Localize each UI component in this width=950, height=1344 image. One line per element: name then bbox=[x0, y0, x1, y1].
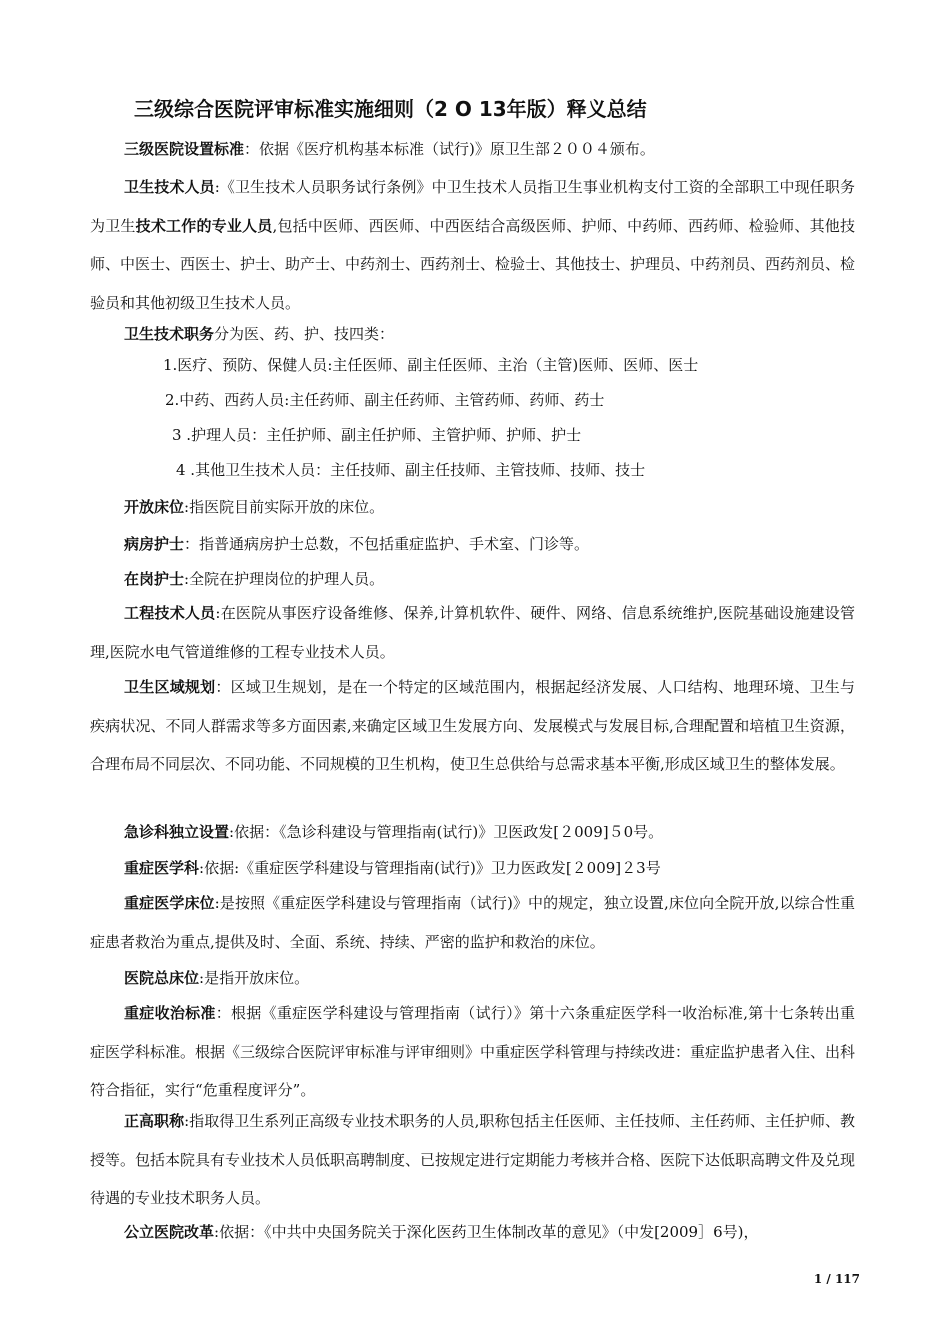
term-label: 医院总床位 bbox=[124, 969, 200, 987]
definition-text: :依据:《重症医学科建设与管理指南(试行)》卫力医政发[２009]２3号 bbox=[199, 859, 661, 877]
definition-text: :《卫生技术人员职务试行条例》中卫生技术人员指卫生事业机构支付工资的全部职工中现任职务为卫生 bbox=[90, 178, 855, 235]
list-item: 4 .其他卫生技术人员：主任技师、副主任技师、主管技师、技师、技士 bbox=[176, 461, 646, 479]
paragraph-critical-care-beds bbox=[90, 884, 855, 961]
term-label: 重症医学科 bbox=[124, 859, 200, 877]
definition-text: ：区域卫生规划，是在一个特定的区域范围内，根据起经济发展、人口结构、地理环境、卫生与疾病状况、不同人群需求等多方面因素,来确定区域卫生发展方向、发展模式与发展目标,合理配置和培植卫生资源，合理布局不同层次、不同功能、不同规模的卫生机构，使卫生总供给与总需求基本平衡,形成区域卫生的整体发展。 bbox=[90, 678, 855, 773]
definition-text: :依据：《急诊科建设与管理指南(试行)》卫医政发[２009]５0号。 bbox=[229, 823, 664, 841]
term-label: 正高职称 bbox=[124, 1112, 185, 1130]
term-label: 病房护士 bbox=[124, 535, 185, 553]
paragraph-on-duty-nurses bbox=[90, 560, 855, 599]
paragraph-open-beds bbox=[90, 488, 855, 527]
paragraph-total-beds bbox=[90, 959, 855, 998]
list-item: 1.医疗、预防、保健人员:主任医师、副主任医师、主治（主管)医师、医师、医士 bbox=[163, 356, 699, 374]
paragraph-tech-positions bbox=[90, 315, 855, 354]
definition-text: ：指普通病房护士总数，不包括重症监护、手术室、门诊等。 bbox=[184, 535, 590, 553]
paragraph-engineering-staff bbox=[90, 594, 855, 671]
definition-text: :全院在护理岗位的护理人员。 bbox=[184, 570, 385, 588]
term-label: 卫生区域规划 bbox=[124, 678, 216, 696]
paragraph-senior-titles bbox=[90, 1102, 855, 1218]
definition-text: :是指开放床位。 bbox=[199, 969, 310, 987]
definition-text: :指取得卫生系列正高级专业技术职务的人员,职称包括主任医师、主任技师、主任药师、主任护师、教授等。包括本院具有专业技术人员低职高聘制度、已按规定进行定期能力考核并合格、医院下达低职高聘文件及兑现待遇的专业技术职务人员。 bbox=[90, 1112, 856, 1207]
term-label: 卫生技术职务 bbox=[124, 325, 215, 343]
definition-text: :在医院从事医疗设备维修、保养,计算机软件、硬件、网络、信息系统维护,医院基础设施建设管理,医院水电气管道维修的工程专业技术人员。 bbox=[90, 604, 855, 661]
definition-text: ,包括中医师、西医师、中西医结合高级医师、护师、中药师、西药师、检验师、其他技师、中医士、西医士、护士、助产士、中药剂士、西药剂士、检验士、其他技士、护理员、中药剂员、西药剂员、检验员和其他初级卫生技术人员。 bbox=[90, 216, 856, 312]
paragraph-emergency-dept bbox=[90, 813, 855, 852]
term-label: 重症收治标准 bbox=[124, 1004, 216, 1022]
list-item: 3 .护理人员：主任护师、副主任护师、主管护师、护师、护士 bbox=[172, 426, 582, 444]
paragraph-critical-care-dept bbox=[90, 849, 855, 888]
term-label: 卫生技术人员 bbox=[124, 178, 215, 196]
definition-text: 分为医、药、护、技四类： bbox=[214, 325, 395, 343]
definition-text: :依据：《中共中央国务院关于深化医药卫生体制改革的意见》（中发[2009］6号)， bbox=[214, 1223, 759, 1241]
term-label: 开放床位 bbox=[124, 498, 185, 516]
definition-text: :是按照《重症医学科建设与管理指南（试行)》中的规定，独立设置,床位向全院开放,以综合性重症患者救治为重点,提供及时、全面、系统、持续、严密的监护和救治的床位。 bbox=[90, 894, 855, 951]
paragraph-ward-nurses bbox=[90, 525, 855, 564]
paragraph-health-tech-staff bbox=[90, 168, 855, 322]
term-label: 重症医学床位 bbox=[124, 894, 215, 912]
term-label: 公立医院改革 bbox=[124, 1223, 215, 1241]
list-item: 2.中药、西药人员:主任药师、副主任药师、主管药师、药师、药士 bbox=[165, 391, 605, 409]
definition-text: ：依据《医疗机构基本标准（试行)》原卫生部２００４颁布。 bbox=[244, 140, 655, 158]
paragraph-admission-criteria bbox=[90, 994, 855, 1110]
term-label: 工程技术人员 bbox=[124, 604, 216, 622]
definition-text: ：根据《重症医学科建设与管理指南（试行）》第十六条重症医学科一收治标准,第十七条转出重症医学科标准。根据《三级综合医院评审标准与评审细则》中重症医学科管理与持续改进：重症监护患者入住、出科符合指征，实行“危重程度评分”。 bbox=[90, 1004, 856, 1099]
paragraph-hospital-standard bbox=[90, 130, 855, 169]
page-number: 1 / 117 bbox=[813, 1272, 860, 1286]
term-label: 在岗护士 bbox=[124, 570, 185, 588]
paragraph-regional-planning bbox=[90, 668, 855, 784]
term-label: 技术工作的专业人员 bbox=[135, 216, 273, 235]
document-title: 三级综合医院评审标准实施细则（2 O 13年版）释义总结 bbox=[134, 97, 647, 121]
term-label: 急诊科独立设置 bbox=[124, 823, 230, 841]
term-label: 三级医院设置标准 bbox=[124, 140, 245, 158]
paragraph-public-hospital-reform bbox=[90, 1213, 855, 1252]
definition-text: :指医院目前实际开放的床位。 bbox=[184, 498, 385, 516]
